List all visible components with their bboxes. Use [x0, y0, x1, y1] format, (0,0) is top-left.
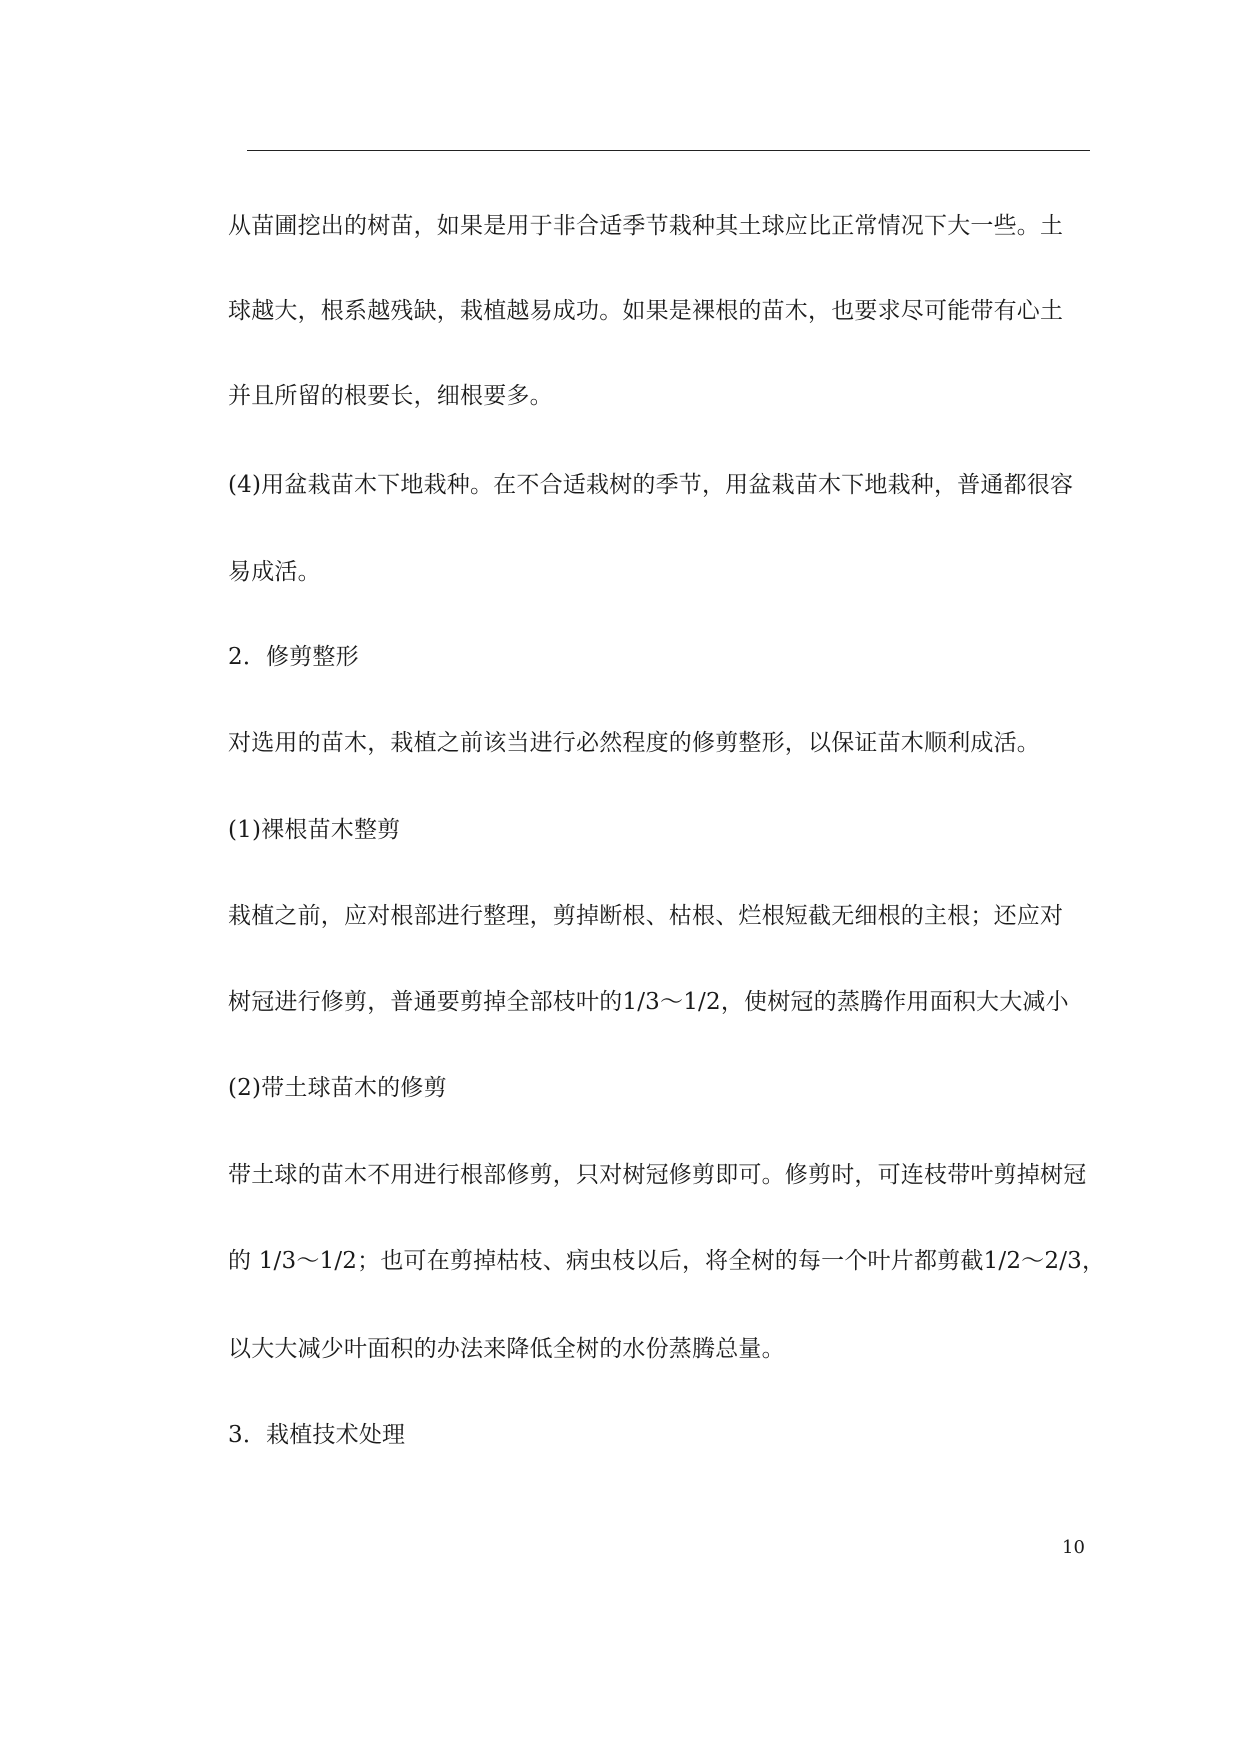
paragraph-line-4: (4)用盆栽苗木下地栽种。在不合适栽树的季节，用盆栽苗木下地栽种，普通都很容	[228, 472, 1074, 498]
paragraph-line-7: 对选用的苗木，栽植之前该当进行必然程度的修剪整形，以保证苗木顺利成活。	[228, 730, 1040, 756]
section-heading-3: 3．栽植技术处理	[228, 1422, 406, 1448]
paragraph-line-12: 带土球的苗木不用进行根部修剪，只对树冠修剪即可。修剪时，可连枝带叶剪掉树冠	[228, 1162, 1087, 1188]
paragraph-line-3: 并且所留的根要长，细根要多。	[228, 383, 553, 409]
paragraph-line-13: 的 1/3～1/2；也可在剪掉枯枝、病虫枝以后，将全树的每一个叶片都剪截1/2～2/3，	[228, 1248, 1106, 1274]
paragraph-line-2: 球越大，根系越残缺，栽植越易成功。如果是裸根的苗木，也要求尽可能带有心土	[228, 298, 1064, 324]
section-heading-2: 2．修剪整形	[228, 644, 359, 670]
paragraph-line-1: 从苗圃挖出的树苗，如果是用于非合适季节栽种其土球应比正常情况下大一些。土	[228, 213, 1064, 239]
paragraph-line-14: 以大大减少叶面积的办法来降低全树的水份蒸腾总量。	[228, 1336, 785, 1362]
paragraph-line-9: 栽植之前，应对根部进行整理，剪掉断根、枯根、烂根短截无细根的主根；还应对	[228, 903, 1064, 929]
subheading-1: (1)裸根苗木整剪	[228, 817, 401, 843]
paragraph-line-5: 易成活。	[228, 559, 321, 585]
page-number: 10	[1062, 1537, 1085, 1558]
header-rule	[247, 150, 1090, 151]
paragraph-line-10: 树冠进行修剪，普通要剪掉全部枝叶的1/3～1/2，使树冠的蒸腾作用面积大大减小	[228, 989, 1069, 1015]
subheading-2: (2)带土球苗木的修剪	[228, 1075, 447, 1101]
